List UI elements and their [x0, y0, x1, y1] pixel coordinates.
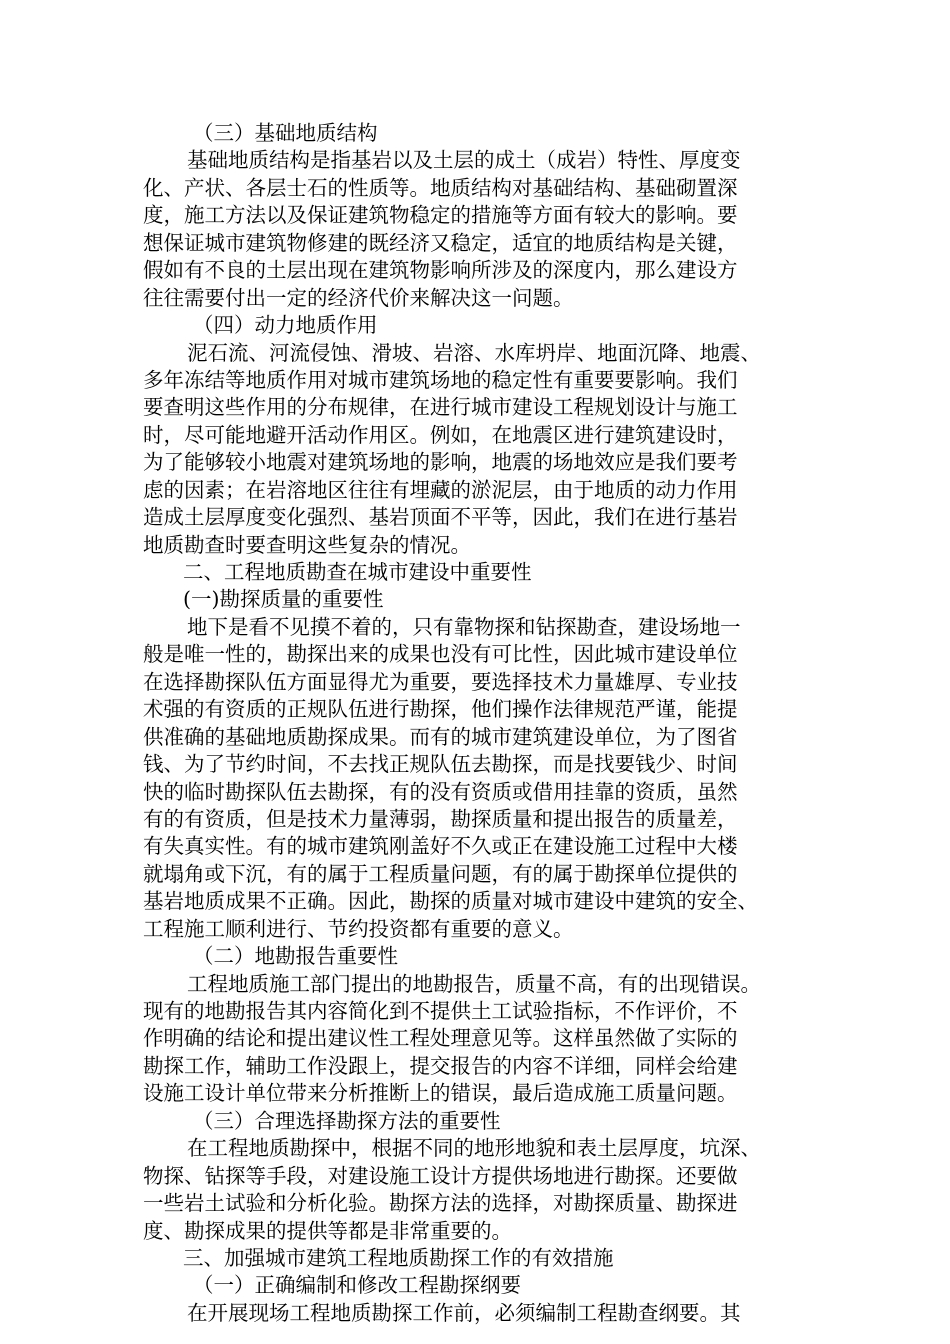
- text-line: 现有的地勘报告其内容简化到不提供土工试验指标，不作评价，不: [143, 999, 738, 1023]
- text-line: 有失真实性。有的城市建筑刚盖好不久或正在建设施工过程中大楼: [143, 834, 738, 859]
- section-heading: （一）正确编制和修改工程勘探纲要: [193, 1273, 521, 1298]
- text-line: 术强的有资质的正规队伍进行勘探，他们操作法律规范严谨，能提: [143, 697, 738, 722]
- paragraph-first-line: 在开展现场工程地质勘探工作前，必须编制工程勘查纲要。其: [187, 1300, 741, 1325]
- text-line: 虑的因素；在岩溶地区往往有埋藏的淤泥层，由于地质的动力作用: [143, 477, 738, 502]
- paragraph-first-line: 在工程地质勘探中，根据不同的地形地貌和表土层厚度，坑深、: [187, 1136, 761, 1161]
- text-line: 基岩地质成果不正确。因此，勘探的质量对城市建设中建筑的安全、: [143, 889, 758, 914]
- text-line: 地质勘查时要查明这些复杂的情况。: [143, 532, 471, 557]
- text-line: 想保证城市建筑物修建的既经济又稳定，适宜的地质结构是关键，: [143, 230, 738, 255]
- section-heading: （三）基础地质结构: [193, 121, 378, 145]
- text-line: 作明确的结论和提出建议性工程处理意见等。这样虽然做了实际的: [143, 1026, 738, 1051]
- text-line: 物探、钻探等手段，对建设施工设计方提供场地进行勘探。还要做: [143, 1163, 738, 1188]
- text-line: 般是唯一性的，勘探出来的成果也没有可比性，因此城市建设单位: [143, 642, 738, 667]
- text-line: 钱、为了节约时间，不去找正规队伍去勘探，而是找要钱少、时间: [143, 752, 738, 777]
- section-heading: （三）合理选择勘探方法的重要性: [193, 1108, 501, 1133]
- section-heading: （二）地勘报告重要性: [193, 944, 398, 969]
- text-line: 在选择勘探队伍方面显得尤为重要，要选择技术力量雄厚、专业技: [143, 669, 738, 694]
- text-line: 快的临时勘探队伍去勘探，有的没有资质或借用挂靠的资质，虽然: [143, 779, 738, 804]
- section-heading: 二、工程地质勘查在城市建设中重要性: [183, 560, 532, 584]
- text-line: 时，尽可能地避开活动作用区。例如，在地震区进行建筑建设时，: [143, 422, 738, 447]
- paragraph-first-line: 地下是看不见摸不着的，只有靠物探和钻探勘查，建设场地一: [187, 614, 741, 639]
- text-line: 往往需要付出一定的经济代价来解决这一问题。: [143, 285, 574, 310]
- text-line: 度、勘探成果的提供等都是非常重要的。: [143, 1218, 512, 1243]
- text-line: 供准确的基础地质勘探成果。而有的城市建筑建设单位，为了图省: [143, 724, 738, 749]
- paragraph-first-line: 泥石流、河流侵蚀、滑坡、岩溶、水库坍岸、地面沉降、地震、: [187, 340, 761, 365]
- text-line: 一些岩土试验和分析化验。勘探方法的选择，对勘探质量、勘探进: [143, 1191, 738, 1216]
- section-heading: (一)勘探质量的重要性: [183, 587, 384, 612]
- text-line: 勘探工作，辅助工作没跟上，提交报告的内容不详细，同样会给建: [143, 1053, 738, 1078]
- paragraph-first-line: 工程地质施工部门提出的地勘报告，质量不高，有的出现错误。: [187, 971, 761, 996]
- section-heading: （四）动力地质作用: [193, 313, 378, 338]
- document-page: [143, 120, 813, 1327]
- text-line: 要查明这些作用的分布规律，在进行城市建设工程规划设计与施工: [143, 395, 738, 420]
- text-line: 有的有资质，但是技术力量薄弱，勘探质量和提出报告的质量差，: [143, 806, 738, 831]
- text-line: 设施工设计单位带来分析推断上的错误，最后造成施工质量问题。: [143, 1081, 738, 1106]
- text-line: 工程施工顺利进行、节约投资都有重要的意义。: [143, 916, 574, 941]
- text-line: 为了能够较小地震对建筑场地的影响，地震的场地效应是我们要考: [143, 450, 738, 475]
- text-line: 多年冻结等地质作用对城市建筑场地的稳定性有重要要影响。我们: [143, 367, 738, 392]
- text-line: 造成土层厚度变化强烈、基岩顶面不平等，因此，我们在进行基岩: [143, 505, 738, 530]
- text-line: 度，施工方法以及保证建筑物稳定的措施等方面有较大的影响。要: [143, 203, 738, 228]
- text-line: 就塌角或下沉，有的属于工程质量问题，有的属于勘探单位提供的: [143, 861, 738, 886]
- paragraph-first-line: 基础地质结构是指基岩以及土层的成土（成岩）特性、厚度变: [187, 148, 741, 173]
- section-heading: 三、加强城市建筑工程地质勘探工作的有效措施: [183, 1245, 614, 1270]
- text-line: 化、产状、各层士石的性质等。地质结构对基础结构、基础砌置深: [143, 175, 738, 200]
- text-line: 假如有不良的土层出现在建筑物影响所涉及的深度内，那么建设方: [143, 258, 738, 283]
